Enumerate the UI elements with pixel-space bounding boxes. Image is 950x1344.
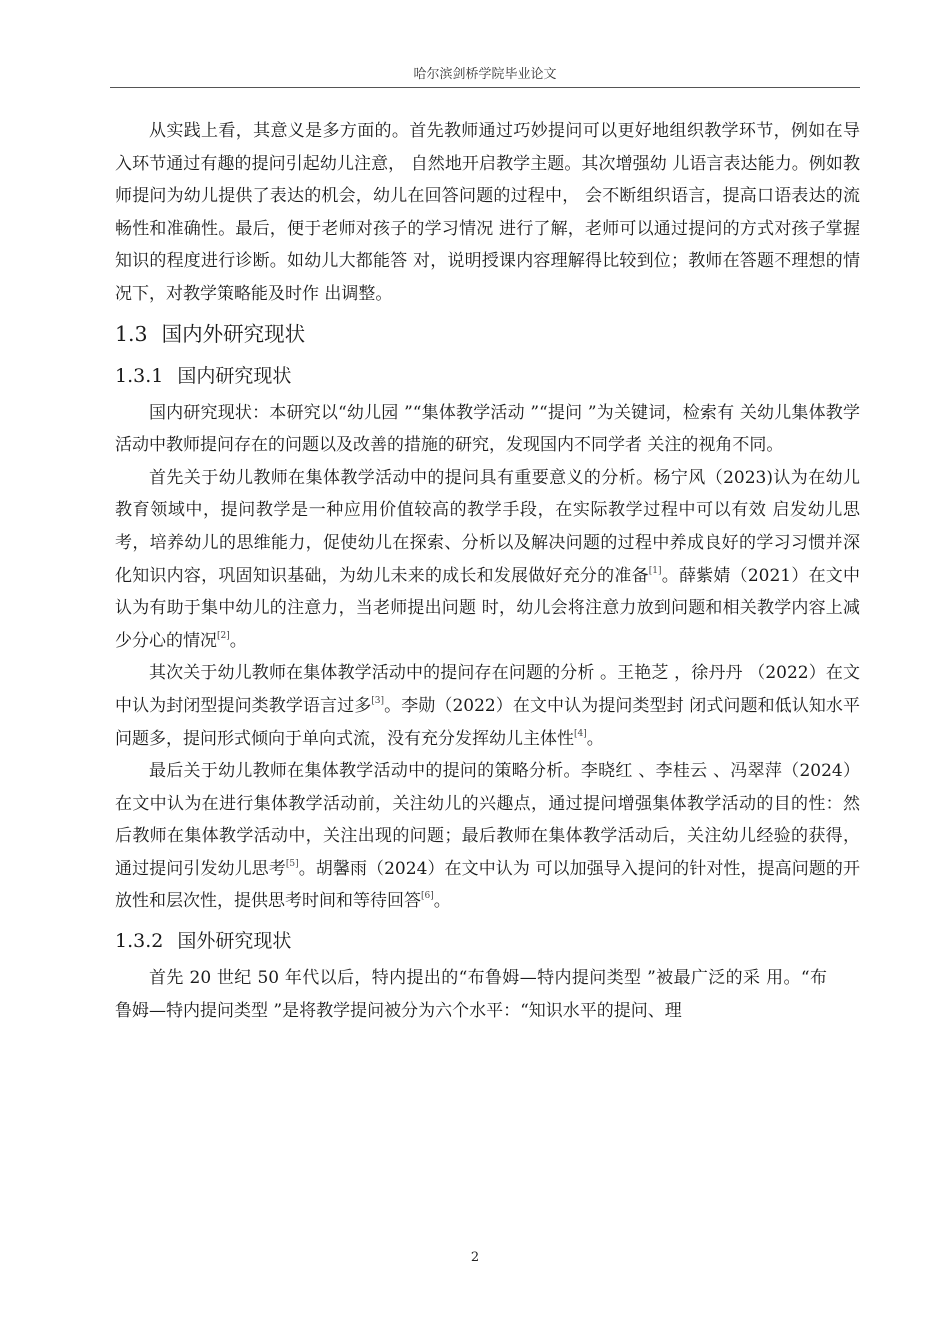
text-run: 最后关于幼儿教师在集体教学活动中的提问的策略分析。李晓红 、李桂云 、冯翠萍（2024）在文中认为在进行集体教学活动前，关注幼儿的兴趣点，通过提问增强集体教学活动的目的性：然后教师在集体教学活动中，关注出现的问题；最后教师在集体教学活动后，关注幼儿经验的获得，通过提问引发幼儿思考 [115, 761, 860, 879]
section-number: 1.3 [115, 321, 148, 346]
subsection-title: 国外研究现状 [177, 930, 292, 953]
paragraph-question-significance [115, 462, 860, 658]
paragraph-foreign-overview: 首先 20 世纪 50 年代以后，特内提出的“布鲁姆—特内提问类型 ”被最广泛的采 用。“布鲁姆—特内提问类型 ”是将教学提问被分为六个水平：“知识水平的提问、理 [115, 968, 827, 1021]
citation-ref-1: [1] [648, 565, 662, 576]
section-heading-1-3 [115, 315, 860, 353]
citation-ref-3: [3] [371, 695, 385, 706]
text-run: 。胡馨雨（2024）在文中认为 可以加强导入提问的针对性，提高问题的开放性和层次性，提供思考时间和等待回答 [115, 858, 861, 912]
citation-ref-4: [4] [574, 728, 587, 739]
paragraph-question-strategies [115, 755, 860, 918]
text-run: 。 [586, 728, 604, 749]
text-run: 其次关于幼儿教师在集体教学活动中的提问存在问题的分析 。王艳芝 ，徐丹丹 （2022）在文中认为封闭型提问类教学语言过多 [115, 663, 860, 716]
header-divider [110, 87, 860, 88]
text-run: 。 [229, 630, 247, 651]
citation-ref-2: [2] [217, 630, 230, 641]
subsection-title: 国内研究现状 [177, 364, 292, 387]
section-title: 国内外研究现状 [161, 321, 306, 346]
paragraph-practice-significance: 从实践上看，其意义是多方面的。首先教师通过巧妙提问可以更好地组织教学环节，例如在导入环节通过有趣的提问引起幼儿注意， 自然地开启教学主题。其次增强幼 儿语言表达能力。例如教师提问为幼儿提供了表达的机会，幼儿在回答问题的过程中， 会不断组织语言，提高口语表达的流畅性和准确性。最后，便于老师对孩子的学习情况 进行了解，老师可以通过提问的方式对孩子掌握知识的程度进行诊断。如幼儿大都能答 对，说明授课内容理解得比较到位；教师在答题不理想的情况下，对教学策略能及时作 出调整。 [115, 121, 860, 304]
page-number: 2 [470, 1250, 480, 1265]
paragraph-question-problems [115, 657, 860, 755]
running-header: 哈尔滨剑桥学院毕业论文 [413, 67, 557, 82]
subsection-number: 1.3.1 [115, 364, 164, 387]
subsection-heading-1-3-2 [115, 922, 860, 960]
text-run: 。 [433, 891, 451, 912]
subsection-number: 1.3.2 [115, 930, 164, 953]
subsection-heading-1-3-1 [115, 357, 860, 395]
text-run: 。薛紫婧（2021）在文中认为有助于集中幼儿的注意力，当老师提出问题 时，幼儿会将注意力放到问题和相关教学内容上减少分心的情况 [115, 565, 861, 651]
citation-ref-6: [6] [421, 891, 434, 902]
text-run: 首先关于幼儿教师在集体教学活动中的提问具有重要意义的分析。杨宁风（2023)认为在幼儿教育领域中，提问教学是一种应用价值较高的教学手段，在实际教学过程中可以有效 启发幼儿思考，培养幼儿的思维能力，促使幼儿在探索、分析以及解决问题的过程中养成良好的学习习惯并深化知识内容，巩固知识基础，为幼儿未来的成长和发展做好充分的准备 [115, 467, 860, 586]
page-body [115, 115, 860, 1027]
citation-ref-5: [5] [285, 858, 299, 869]
text-run: 。李勋（2022）在文中认为提问类型封 闭式问题和低认知水平问题多，提问形式倾向于单向式流，没有充分发挥幼儿主体性 [115, 695, 860, 749]
paragraph-domestic-overview: 国内研究现状：本研究以“幼儿园 ”“集体教学活动 ”“提问 ”为关键词，检索有 关幼儿集体教学活动中教师提问存在的问题以及改善的措施的研究，发现国内不同学者 关注的视角不同。 [115, 402, 860, 456]
